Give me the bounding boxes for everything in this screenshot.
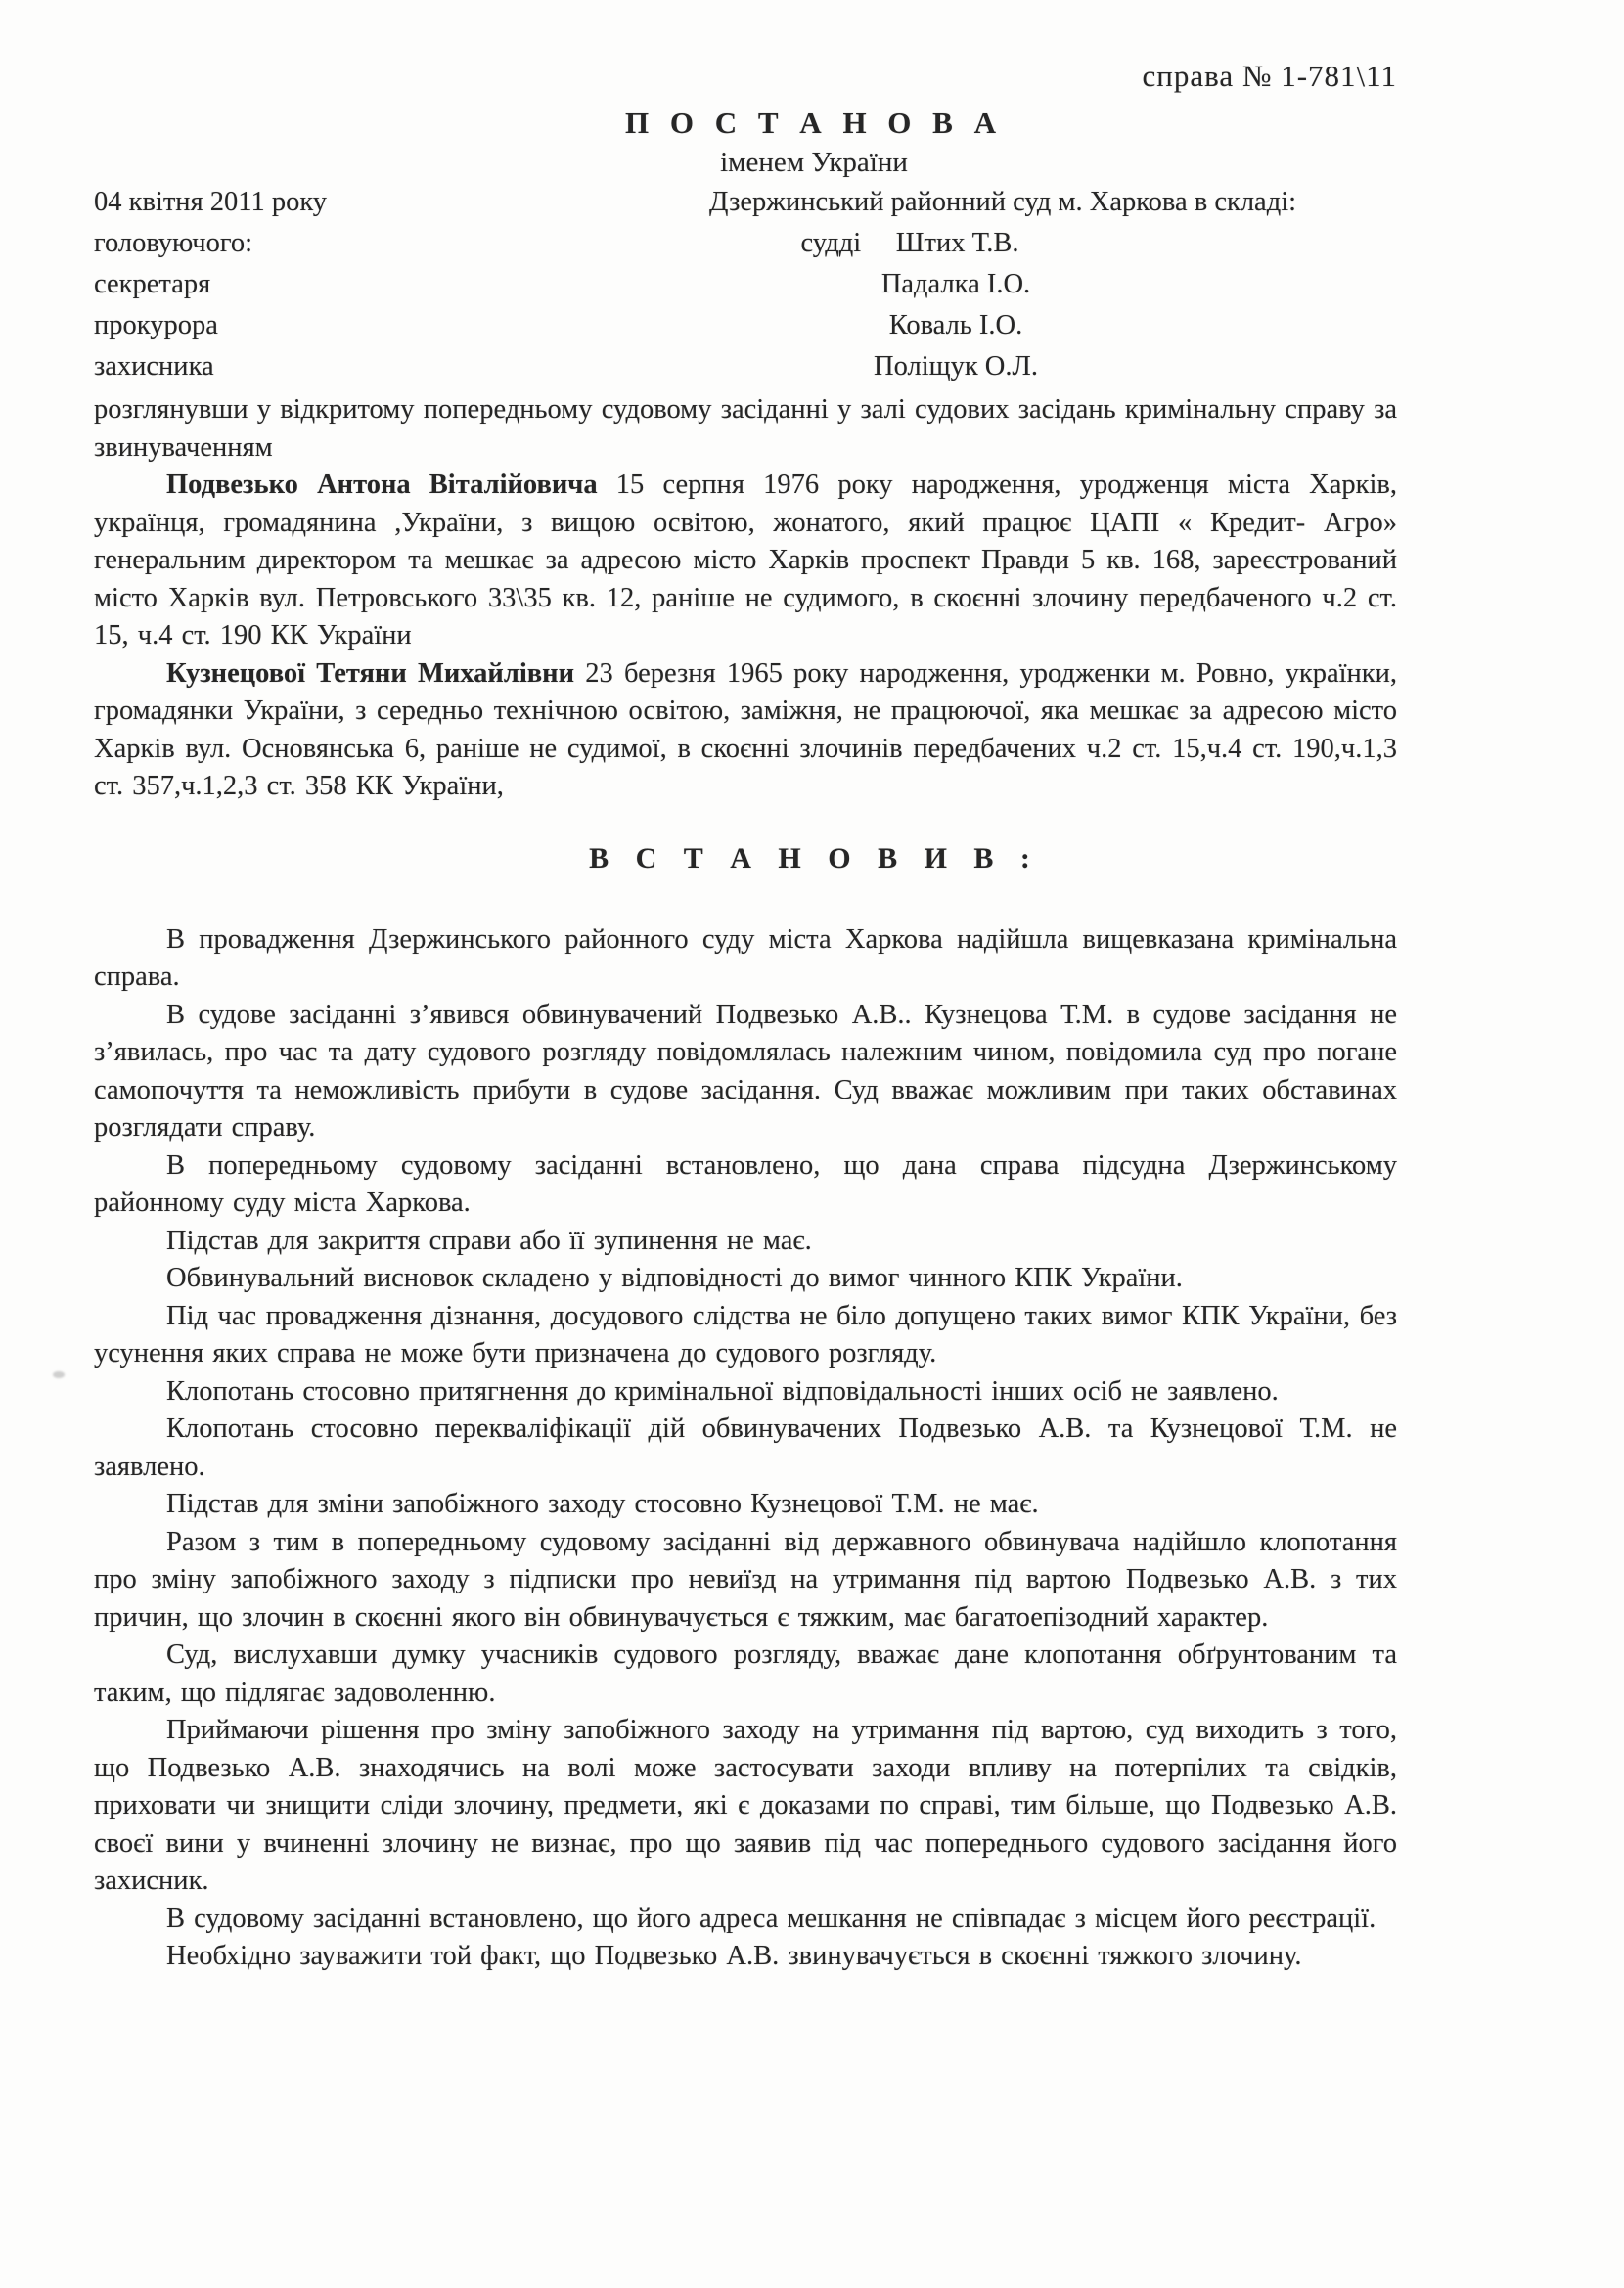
prosecutor-name: Коваль І.О. [888, 310, 1023, 340]
decision-paragraph: Клопотань стосовно перекваліфікації дій обвинувачених Подвезько А.В. та Кузнецової Т.М. не заявлено. [94, 1413, 1397, 1482]
defendant-paragraph [94, 467, 1397, 655]
court-name: Дзержинський районний суд м. Харкова в складі: [708, 187, 1297, 217]
defendant-details: 15 серпня 1976 року народження, уродженця міста Харків, українця, громадянина ,України, з вищою освітою, жонатого, який працює ЦАПІ « Кредит- Агро» генеральним директором та мешкає за адресою місто Харків проспект Правди 5 кв. 168, зареєстрований місто Харків вул. Петровського 33\35 кв. 12, раніше не судимого, в скоєнні злочину передбаченого ч.2 ст. 15, ч.4 ст. 190 КК України [94, 470, 1397, 651]
decision-paragraph: В судове засіданні з’явився обвинувачений Подвезько А.В.. Кузнецова Т.М. в судове засідання не з’явилась, про час та дату судового розгляду повідомлялась належним чином, повідомила суд про погане самопочуття та неможливість прибути в судове засідання. Суд вважає можливим при таких обставинах розглядати справу. [94, 999, 1397, 1143]
decision-paragraph: Обвинувальний висновок складено у відповідності до вимог чинного КПК України. [166, 1263, 1183, 1293]
document-title: П О С Т А Н О В А [625, 106, 1003, 140]
court-header-row [94, 264, 1397, 305]
court-composition [94, 182, 1397, 387]
hearing-date: 04 квітня 2011 року [94, 187, 328, 217]
decision-paragraph: Під час провадження дізнання, досудового слідства не біло допущено таких вимог КПК України, без усунення яких справа не може бути призначена до судового розгляду. [94, 1300, 1397, 1368]
court-header-row [94, 182, 1397, 223]
defender-name: Поліщук О.Л. [874, 351, 1038, 381]
court-header-row [94, 223, 1397, 264]
secretary-name: Падалка І.О. [880, 269, 1031, 299]
decision-paragraph: Суд, вислухавши думку учасників судового розгляду, вважає дане клопотання обґрунтованим та таким, що підлягає задоволенню. [94, 1639, 1397, 1708]
decision-paragraph: Разом з тим в попередньому судовому засіданні від державного обвинувача надійшло клопотання про зміну запобіжного заходу з підписки про невиїзд на утримання під вартою Подвезько А.В. з тих причин, що злочин в скоєнні якого він обвинувачується є тяжким, має багатоепізодний характер. [94, 1526, 1397, 1633]
document-subtitle: іменем України [720, 147, 908, 178]
scan-speck-artifact [53, 1371, 65, 1378]
document-body [94, 391, 1397, 1976]
defendant-paragraph [94, 655, 1397, 806]
case-number: справа № 1-781\11 [1142, 59, 1397, 93]
defendant-name: Кузнецової Тетяни Михайлівни [166, 657, 574, 689]
role-label-prosecutor: прокурора [94, 310, 218, 340]
defendant-name: Подвезько Антона Віталійовича [166, 470, 598, 500]
decision-paragraph: Підстав для зміни запобіжного заходу стосовно Кузнецової Т.М. не має. [166, 1489, 1039, 1519]
court-header-row [94, 305, 1397, 346]
section-heading-established: В С Т А Н О В И В : [589, 841, 1039, 875]
decision-paragraph: Клопотань стосовно притягнення до кримінальної відповідальності інших осіб не заявлено. [166, 1375, 1279, 1407]
defendant-details: 23 березня 1965 року народження, уродженки м. Ровно, українки, громадянки України, з середньо технічною освітою, заміжня, не працюючої, яка мешкає за адресою місто Харків вул. Основянська 6, раніше не судимої, в скоєнні злочинів передбачених ч.2 ст. 15,ч.4 ст. 190,ч.1,3 ст. 357,ч.1,2,3 ст. 358 КК України, [94, 657, 1397, 801]
court-header-row [94, 346, 1397, 387]
decision-paragraph: В провадження Дзержинського районного суду міста Харкова надійшла вищевказана кримінальна справа. [94, 923, 1397, 992]
decision-paragraph: Приймаючи рішення про зміну запобіжного заходу на утримання під вартою, суд виходить з того, що Подвезько А.В. знаходячись на волі може застосувати заходи впливу на потерпілих та свідків, приховати чи знищити сліди злочину, предмети, які є доказами по справі, тим більше, що Подвезько А.В. своєї вини у вчиненні злочину не визнає, про що заявив під час попереднього судового засідання його захисник. [94, 1715, 1397, 1896]
role-label-secretary: секретаря [94, 269, 211, 299]
judge-name: судді Штих Т.В. [800, 228, 1019, 258]
role-label-defender: захисника [94, 351, 214, 381]
role-label-presiding: головуючого: [94, 228, 252, 258]
decision-paragraph: Підстав для закриття справи або її зупинення не має. [166, 1225, 812, 1256]
decision-paragraph: В попередньому судовому засіданні встановлено, що дана справа підсудна Дзержинському районному суду міста Харкова. [94, 1149, 1397, 1218]
decision-paragraph: Необхідно зауважити той факт, що Подвезько А.В. звинувачується в скоєнні тяжкого злочину. [166, 1941, 1302, 1971]
decision-paragraph: В судовому засіданні встановлено, що його адреса мешкання не співпадає з місцем його реєстрації. [166, 1903, 1376, 1934]
intro-paragraph: розглянувши у відкритому попередньому судовому засіданні у залі судових засідань кримінальну справу за звинуваченням [94, 394, 1397, 463]
